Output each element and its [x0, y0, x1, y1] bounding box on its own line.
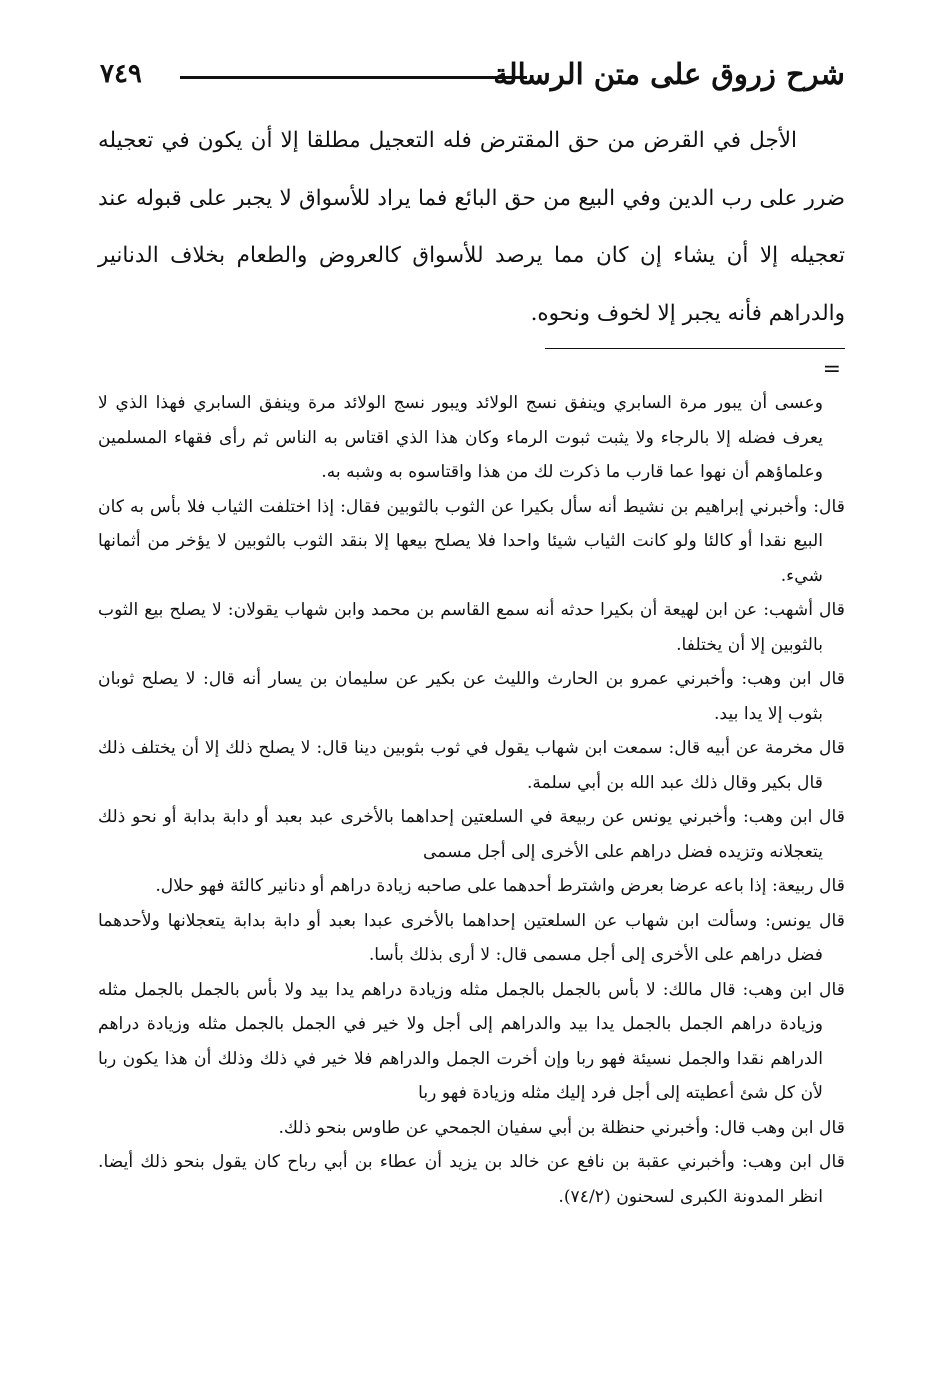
- main-text: [98, 112, 845, 342]
- running-title: شرح زروق على متن الرسالة: [493, 57, 845, 91]
- footnote-paragraph: قال ابن وهب: قال مالك: لا بأس بالجمل بالجمل مثله وزيادة دراهم يدا بيد ولا بأس بالجمل بالجمل مثله وزيادة دراهم الجمل بالجمل يدا بيد والدراهم إلى أجل ولا خير في الجمل بالجمل مثله وزيادة دراهم الدراهم نقدا والجمل نسيئة فهو ربا وإن أخرت الجمل والدراهم فلا خير في ذلك وذلك أن هذا يكون ربا لأن كل شئ أعطيته إلى أجل فرد إليك مثله وزيادة فهو ربا: [98, 979, 845, 1103]
- footnote-paragraph: قال مخرمة عن أبيه قال: سمعت ابن شهاب يقول في ثوب بثوبين دينا قال: لا يصلح ذلك إلا أن يختلف ذلك قال بكير وقال ذلك عبد الله بن أبي سلمة.: [98, 738, 845, 793]
- footnote-paragraph: قال ابن وهب: وأخبرني عمرو بن الحارث والليث عن بكير عن سليمان بن يسار أنه قال: لا يصلح ثوبان بثوب إلا يدا بيد.: [98, 669, 845, 724]
- footnote-separator: [545, 348, 845, 349]
- main-paragraph: الأجل في القرض من حق المقترض فله التعجيل مطلقا إلا أن يكون في تعجيله ضرر على رب الدين وفي البيع من حق البائع فما يراد للأسواق لا يجبر على قبوله عند تعجيله إلا أن يشاء إن كان مما يرصد للأسواق كالعروض والطعام بخلاف الدنانير والدراهم فأنه يجبر إلا لخوف ونحوه.: [98, 128, 845, 326]
- footnote-paragraph: قال يونس: وسألت ابن شهاب عن السلعتين إحداهما بالأخرى عبدا بعبد أو دابة بدابة يتعجلانها ولأحدهما فضل دراهم على الأخرى إلى أجل مسمى قال: لا أرى بذلك بأسا.: [98, 910, 845, 965]
- header-rule: [180, 76, 527, 79]
- footnotes: [98, 386, 845, 1214]
- page-number: ٧٤٩: [100, 59, 142, 89]
- footnote-paragraph: قال ابن وهب: وأخبرني عقبة بن نافع عن خالد بن يزيد أن عطاء بن أبي رباح كان يقول بنحو ذلك أيضا. انظر المدونة الكبرى لسحنون (٧٤/٢).: [98, 1152, 845, 1207]
- footnote-paragraph: قال ربيعة: إذا باعه عرضا بعرض واشترط أحدهما على صاحبه زيادة دراهم أو دنانير كالئة فهو حلال.: [155, 876, 845, 896]
- footnote-paragraph: قال ابن وهب قال: وأخبرني حنظلة بن أبي سفيان الجمحي عن طاوس بنحو ذلك.: [278, 1117, 845, 1138]
- footnote-continuation-mark: =: [822, 357, 841, 382]
- footnote-paragraph: قال ابن وهب: وأخبرني يونس عن ربيعة في السلعتين إحداهما بالأخرى عبد بعبد أو دابة بدابة أو نحو ذلك يتعجلانه وتزيده فضل دراهم على الأخرى إلى أجل مسمى: [98, 807, 845, 862]
- footnote-paragraph: قال: وأخبرني إبراهيم بن نشيط أنه سأل بكيرا عن الثوب بالثوبين فقال: إذا اختلفت الثياب فلا بأس به كان البيع نقدا أو كالئا ولو كانت الثياب شيئا واحدا فلا يصلح بيعها إلا بنقد الثوب بالثوبين لا يؤخر من أثمانها شيء.: [98, 496, 845, 586]
- page-header: [100, 54, 845, 98]
- footnote-paragraph: وعسى أن يبور مرة السابري وينفق نسج الولائد ويبور نسج الولائد مرة وينفق السابري فهذا الذي لا يعرف فضله إلا بالرجاء ولا يثبت ثبوت الرماء وكان هذا الذي اقتاس به الناس ثم رأى فقهاء المسلمين وعلماؤهم أن نهوا عما قارب ما ذكرت لك من هذا واقتاسوه به وشبه به.: [98, 393, 823, 482]
- footnote-paragraph: قال أشهب: عن ابن لهيعة أن بكيرا حدثه أنه سمع القاسم بن محمد وابن شهاب يقولان: لا يصلح بيع الثوب بالثوبين إلا أن يختلفا.: [98, 600, 845, 655]
